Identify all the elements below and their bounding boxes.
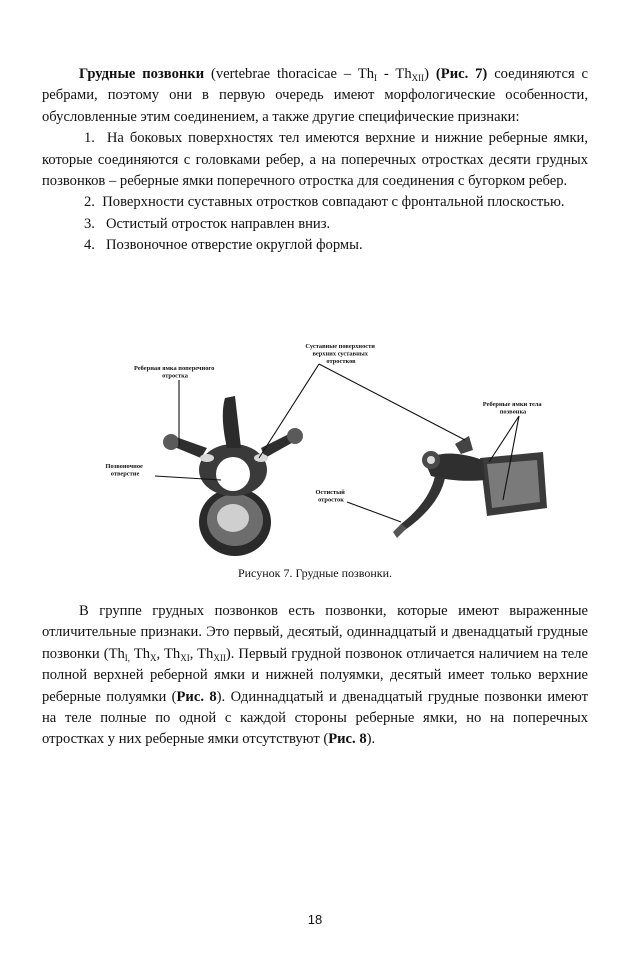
text-run: В группе грудных позвонков есть позвонки, которые имеют выраженные отличительные признаки. Это первый, десятый, одиннадцатый и двенадцатый грудные позвонки (Th	[42, 603, 588, 662]
label-spinous-process	[316, 489, 347, 504]
feature-text: Поверхности суставных отростков совпадают с фронтальной плоскостью.	[102, 194, 565, 211]
label-line: Позвоночное	[105, 463, 143, 470]
label-line: Остистый	[315, 489, 345, 496]
page-number: 18	[307, 912, 323, 927]
text-run: ). Первый грудной позвонок отличается наличием на теле полной верхней реберной ямки и нижней полуямки, десятый имеет только верхние реберные полуямки (	[42, 645, 589, 705]
intro-title: Грудные позвонки	[79, 66, 205, 82]
feature-item	[42, 235, 588, 256]
feature-text: Позвоночное отверстие округлой формы.	[106, 237, 363, 254]
label-line: Реберные ямки тела	[482, 401, 542, 408]
label-body-rib-fovea	[483, 401, 543, 416]
figure-caption: Рисунок 7. Грудные позвонки.	[237, 566, 393, 580]
feature-number: 4.	[84, 237, 95, 254]
feature-number: 2.	[84, 194, 95, 211]
subscript: XI	[180, 652, 190, 663]
label-line: отростка	[162, 372, 188, 380]
group-section	[42, 601, 588, 751]
latin-name: (vertebrae thoracicae – Th	[211, 66, 375, 82]
label-line: отверстие	[110, 470, 140, 478]
figure-reference: (Рис. 7)	[435, 66, 488, 82]
label-rib-fovea-transverse	[134, 365, 216, 380]
intro-paragraph	[42, 64, 588, 128]
intro-section	[42, 64, 588, 257]
label-line: отростков	[326, 358, 356, 365]
vertebra-lateral-view	[393, 436, 547, 538]
label-line: позвонка	[499, 408, 527, 416]
text-run: Th	[130, 645, 151, 662]
subscript: I	[374, 73, 378, 83]
label-line: верхних суставных	[312, 350, 368, 358]
feature-item	[42, 192, 588, 213]
group-paragraph	[42, 601, 588, 751]
subscript: XII	[411, 73, 425, 83]
intro-text: соединяются с ребрами, поэтому они в первую очередь имеют морфологические особенности, обусловленные этим соединением, а также другие специфические признаки:	[42, 66, 589, 125]
figure-reference: Рис. 8	[176, 688, 217, 705]
label-line: Реберная ямка поперечного	[134, 365, 215, 372]
label-articular-surfaces	[305, 343, 376, 365]
label-vertebral-foramen	[106, 463, 145, 478]
feature-text: На боковых поверхностях тел имеются верхние и нижние реберные ямки, которые соединяются с головками ребер, а на поперечных отростках десяти грудных позвонков – реберные ямки поперечного отростка для соединения с бугорком ребер.	[42, 130, 588, 190]
label-line: отросток	[318, 496, 344, 504]
text-run: ).	[366, 731, 376, 748]
figure-reference: Рис. 8	[328, 731, 367, 748]
subscript: I,	[124, 652, 131, 663]
subscript: X	[150, 652, 157, 663]
latin-name-close: )	[424, 66, 430, 82]
feature-number: 3.	[84, 215, 95, 232]
feature-number: 1.	[84, 130, 95, 147]
feature-text: Остистый отросток направлен вниз.	[106, 215, 331, 232]
feature-item	[42, 214, 588, 235]
text-run: , Th	[156, 645, 181, 662]
vertebra-superior-view	[163, 396, 303, 556]
text-run: ). Одиннадцатый и двенадцатый грудные позвонки имеют на теле полные по одной с каждой стороны реберные ямки, но на поперечных отростках у них реберные ямки отсутствуют (	[42, 688, 588, 748]
feature-item	[42, 128, 588, 192]
subscript: XII	[213, 652, 226, 663]
latin-name-dash: - Th	[377, 66, 412, 82]
label-line: Суставные поверхности	[305, 343, 375, 350]
thoracic-vertebrae-figure	[95, 340, 555, 570]
text-run: , Th	[189, 645, 214, 662]
